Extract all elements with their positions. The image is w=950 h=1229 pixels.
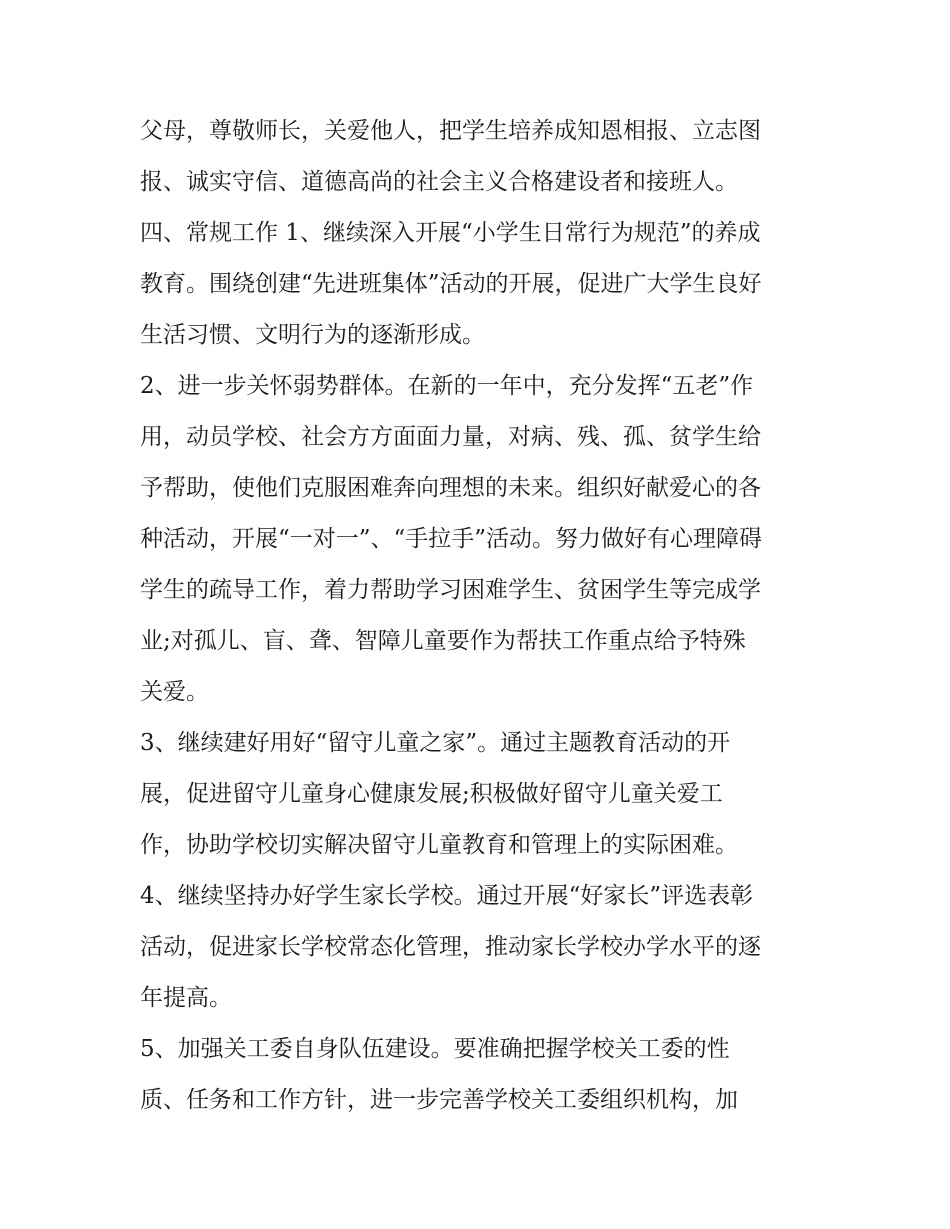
text-line: 质、任务和工作方针，进一步完善学校关工委组织机构，加 xyxy=(140,1087,738,1113)
document-body xyxy=(140,106,820,1126)
text-line: 4、继续坚持办好学生家长学校。通过开展“好家长”评选表彰 xyxy=(140,883,754,909)
text-line: 关爱。 xyxy=(140,679,209,705)
text-line: 业;对孤儿、盲、聋、智障儿童要作为帮扶工作重点给予特殊 xyxy=(140,628,746,654)
text-line: 父母，尊敬师长，关爱他人，把学生培养成知恩相报、立志图 xyxy=(140,118,761,144)
text-line: 3、继续建好用好“留守儿童之家”。通过主题教育活动的开 xyxy=(140,730,731,756)
text-line: 四、常规工作 1、继续深入开展“小学生日常行为规范”的养成 xyxy=(140,220,761,246)
text-line: 教育。围绕创建“先进班集体”活动的开展，促进广大学生良好 xyxy=(140,271,762,297)
text-line: 作，协助学校切实解决留守儿童教育和管理上的实际困难。 xyxy=(140,832,738,858)
text-line: 用，动员学校、社会方方面面力量，对病、残、孤、贫学生给 xyxy=(140,424,761,450)
text-line: 展，促进留守儿童身心健康发展;积极做好留守儿童关爱工 xyxy=(140,781,723,807)
text-line: 2、进一步关怀弱势群体。在新的一年中，充分发挥“五老”作 xyxy=(140,373,754,399)
text-line: 报、诚实守信、道德高尚的社会主义合格建设者和接班人。 xyxy=(140,169,738,195)
text-line: 活动，促进家长学校常态化管理，推动家长学校办学水平的逐 xyxy=(140,934,761,960)
text-line: 种活动，开展“一对一”、“手拉手”活动。努力做好有心理障碍 xyxy=(140,526,763,552)
text-line: 5、加强关工委自身队伍建设。要准确把握学校关工委的性 xyxy=(140,1036,730,1062)
text-line: 年提高。 xyxy=(140,985,232,1011)
text-line: 生活习惯、文明行为的逐渐形成。 xyxy=(140,322,485,348)
text-line: 学生的疏导工作，着力帮助学习困难学生、贫困学生等完成学 xyxy=(140,577,761,603)
text-line: 予帮助，使他们克服困难奔向理想的未来。组织好献爱心的各 xyxy=(140,475,761,501)
